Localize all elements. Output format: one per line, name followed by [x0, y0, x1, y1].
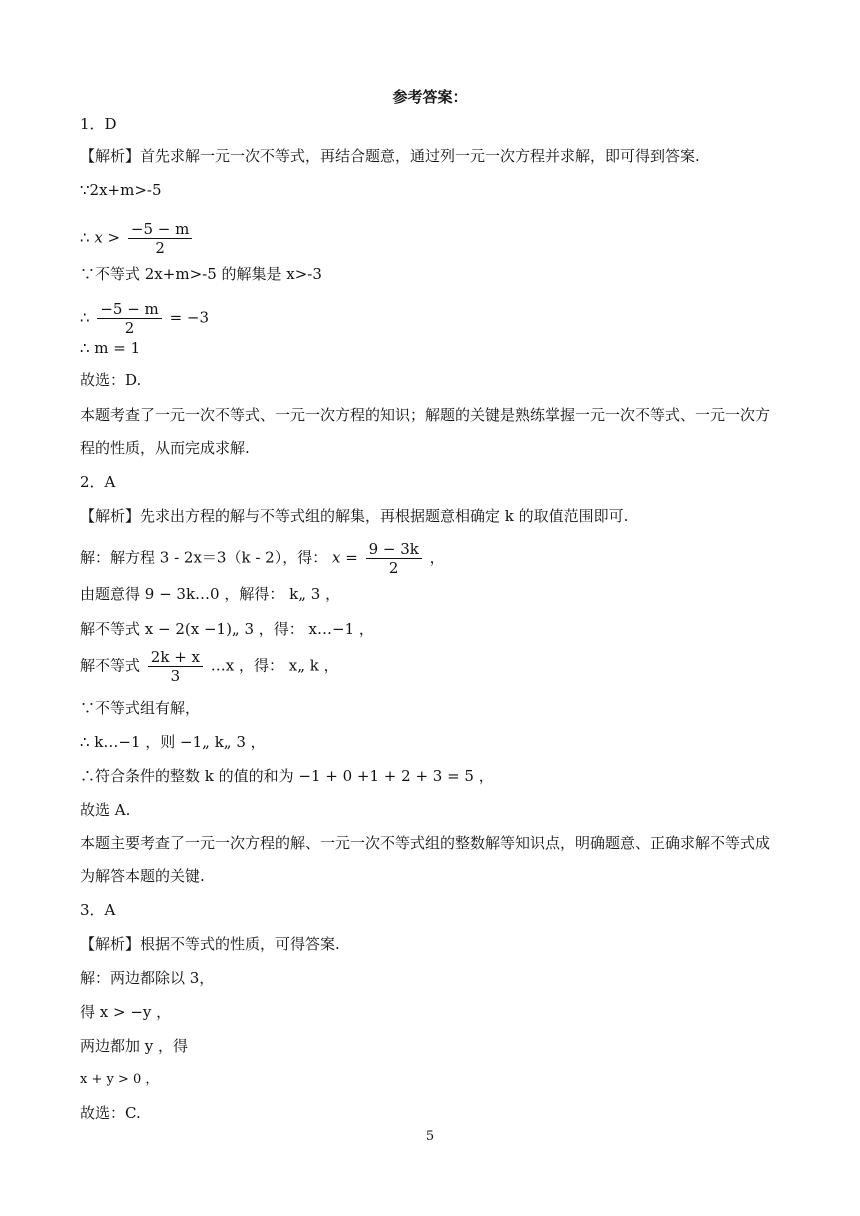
ineq2-prefix: 解不等式: [80, 656, 141, 675]
q3-analysis: 【解析】根据不等式的性质，可得答案.: [80, 935, 340, 953]
q3-step-3: 两边都加 y ，得: [80, 1037, 189, 1055]
therefore-symbol: ∴: [80, 228, 90, 247]
fraction-numerator: 9 − 3k: [366, 540, 422, 559]
q2-inequality-1: 解不等式 x − 2(x −1)„ 3 ，得： x…−1 ，: [80, 620, 374, 638]
q1-summary-line-2: 程的性质，从而完成求解.: [80, 439, 250, 457]
q1-because-line: ∵2x+m>-5: [80, 181, 162, 199]
fraction: [366, 540, 422, 577]
q2-integer-sum: ∴符合条件的整数 k 的值的和为 −1 + 0 +1 + 2 + 3 = 5 ，: [80, 767, 494, 785]
fraction-denominator: 2: [124, 319, 135, 337]
q1-analysis: 【解析】首先求解一元一次不等式，再结合题意，通过列一元一次方程并求解，即可得到答案.: [80, 147, 700, 165]
q3-choice: 故选：C.: [80, 1104, 141, 1122]
q2-range: ∴ k…−1 ，则 −1„ k„ 3 ，: [80, 733, 266, 751]
fraction-numerator: −5 − m: [128, 220, 192, 239]
fraction-denominator: 2: [155, 239, 165, 257]
fraction-numerator: 2k + x: [148, 648, 203, 667]
q2-summary-line-1: 本题主要考查了一元一次方程的解、一元一次不等式组的整数解等知识点，明确题意、正确求解不等式成: [80, 834, 771, 852]
q1-therefore-inequality: [80, 220, 195, 257]
q1-m-value: ∴ m = 1: [80, 339, 141, 357]
fraction: [97, 300, 161, 337]
q1-therefore-equation: [80, 300, 209, 337]
q1-choice: 故选：D.: [80, 371, 142, 389]
q1-summary-line-1: 本题考查了一元一次不等式、一元一次方程的知识；解题的关键是熟练掌握一元一次不等式、一元一次方: [80, 406, 771, 424]
q2-choice: 故选 A.: [80, 801, 131, 819]
x-equals: x =: [331, 548, 358, 567]
solve-prefix: 解：解方程 3 - 2x＝3（k - 2），得：: [80, 548, 328, 567]
q2-condition: 由题意得 9 − 3k…0 ，解得： k„ 3 ，: [80, 585, 341, 603]
q3-step-2: 得 x > −y ，: [80, 1003, 172, 1021]
fraction: [148, 648, 203, 685]
q3-answer: 3．A: [80, 901, 116, 919]
equation-rhs: = −3: [169, 308, 210, 327]
fraction: [128, 220, 192, 257]
x-greater: x >: [94, 228, 121, 247]
page-number: 5: [425, 1129, 435, 1144]
ineq2-suffix: …x ，得： x„ k ，: [210, 656, 339, 675]
q3-step-4: x + y > 0 ，: [80, 1072, 159, 1087]
therefore-symbol: ∴: [80, 308, 90, 327]
solve-suffix: ，: [429, 548, 445, 567]
q2-analysis: 【解析】先求出方程的解与不等式组的解集，再根据题意相确定 k 的取值范围即可.: [80, 507, 629, 525]
q2-answer: 2．A: [80, 473, 116, 491]
q2-inequality-2: [80, 648, 339, 685]
q1-answer: 1．D: [80, 115, 117, 133]
q2-solve-equation: [80, 540, 445, 577]
fraction-denominator: 2: [388, 559, 399, 577]
q1-because-solution-set: ∵不等式 2x+m>-5 的解集是 x>-3: [80, 265, 322, 283]
q2-has-solution: ∵不等式组有解，: [80, 699, 201, 717]
page-title: 参考答案：: [392, 88, 468, 106]
q3-step-1: 解：两边都除以 3，: [80, 969, 215, 987]
fraction-numerator: −5 − m: [97, 300, 161, 319]
fraction-denominator: 3: [170, 667, 181, 685]
q2-summary-line-2: 为解答本题的关键.: [80, 867, 205, 885]
